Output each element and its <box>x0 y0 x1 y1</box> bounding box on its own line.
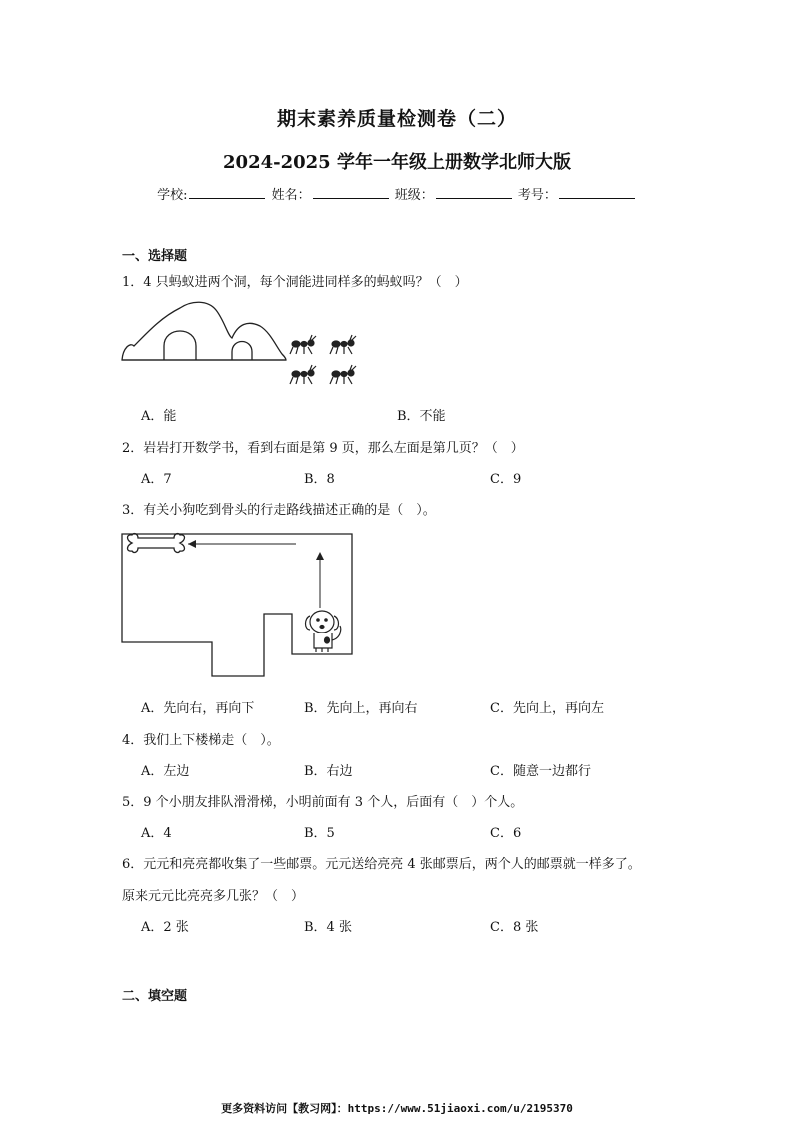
number-label: 考号： <box>517 188 557 203</box>
section-title-choice: 一、选择题 <box>122 249 188 264</box>
q6-option-a[interactable]: A．2 张 <box>141 920 189 935</box>
q4-option-b[interactable]: B．右边 <box>304 764 353 779</box>
question-5: 5．9 个小朋友排队滑滑梯，小明前面有 3 个人，后面有（ ）个人。 <box>122 795 524 810</box>
school-blank[interactable] <box>189 186 265 199</box>
q4-option-c[interactable]: C．随意一边都行 <box>490 764 591 779</box>
q2-option-b[interactable]: B．8 <box>304 472 335 487</box>
route-outline <box>122 534 352 676</box>
q4-option-a[interactable]: A．左边 <box>141 764 190 779</box>
q5-option-c[interactable]: C．6 <box>490 826 522 841</box>
student-info-row <box>0 184 794 203</box>
page-title: 期末素养质量检测卷（二） <box>276 108 517 130</box>
question-6-line2: 原来元元比亮亮多几张？（ ） <box>122 889 305 904</box>
q6-option-b[interactable]: B．4 张 <box>304 920 352 935</box>
ant-hill-illustration <box>120 296 380 396</box>
name-blank[interactable] <box>313 186 389 199</box>
q5-option-b[interactable]: B．5 <box>304 826 335 841</box>
q2-option-a[interactable]: A．7 <box>141 472 172 487</box>
question-6: 6．元元和亮亮都收集了一些邮票。元元送给亮亮 4 张邮票后，两个人的邮票就一样多了。 <box>122 857 641 872</box>
question-3: 3．有关小狗吃到骨头的行走路线描述正确的是（ ）。 <box>122 503 436 518</box>
dog-icon <box>306 611 341 652</box>
name-label: 姓名： <box>271 188 311 203</box>
hole-right <box>232 342 252 361</box>
ants-icon <box>290 335 356 384</box>
page-subtitle: 2024-2025 学年一年级上册数学北师大版 <box>223 152 571 173</box>
footer-link[interactable]: 更多资料访问【教习网】：https://www.51jiaoxi.com/u/2195370 <box>221 1102 573 1115</box>
q1-option-a[interactable]: A．能 <box>141 409 177 424</box>
q3-option-a[interactable]: A．先向右，再向下 <box>141 701 255 716</box>
class-blank[interactable] <box>436 186 512 199</box>
q5-option-a[interactable]: A．4 <box>141 826 172 841</box>
q2-option-c[interactable]: C．9 <box>490 472 522 487</box>
q3-option-c[interactable]: C．先向上，再向左 <box>490 701 604 716</box>
question-2: 2．岩岩打开数学书，看到右面是第 9 页，那么左面是第几页？（ ） <box>122 441 524 456</box>
hill-outline <box>122 302 286 360</box>
q3-option-b[interactable]: B．先向上，再向右 <box>304 701 418 716</box>
q1-option-b[interactable]: B．不能 <box>397 409 446 424</box>
number-blank[interactable] <box>559 186 635 199</box>
dog-route-diagram <box>118 530 358 682</box>
hole-left <box>164 331 196 360</box>
school-label: 学校: <box>157 188 188 203</box>
question-1: 1．4 只蚂蚁进两个洞，每个洞能进同样多的蚂蚁吗？（ ） <box>122 275 468 290</box>
section-title-fill: 二、填空题 <box>122 989 188 1004</box>
question-4: 4．我们上下楼梯走（ ）。 <box>122 733 280 748</box>
class-label: 班级： <box>394 188 434 203</box>
q6-option-c[interactable]: C．8 张 <box>490 920 539 935</box>
bone-icon <box>128 534 185 553</box>
